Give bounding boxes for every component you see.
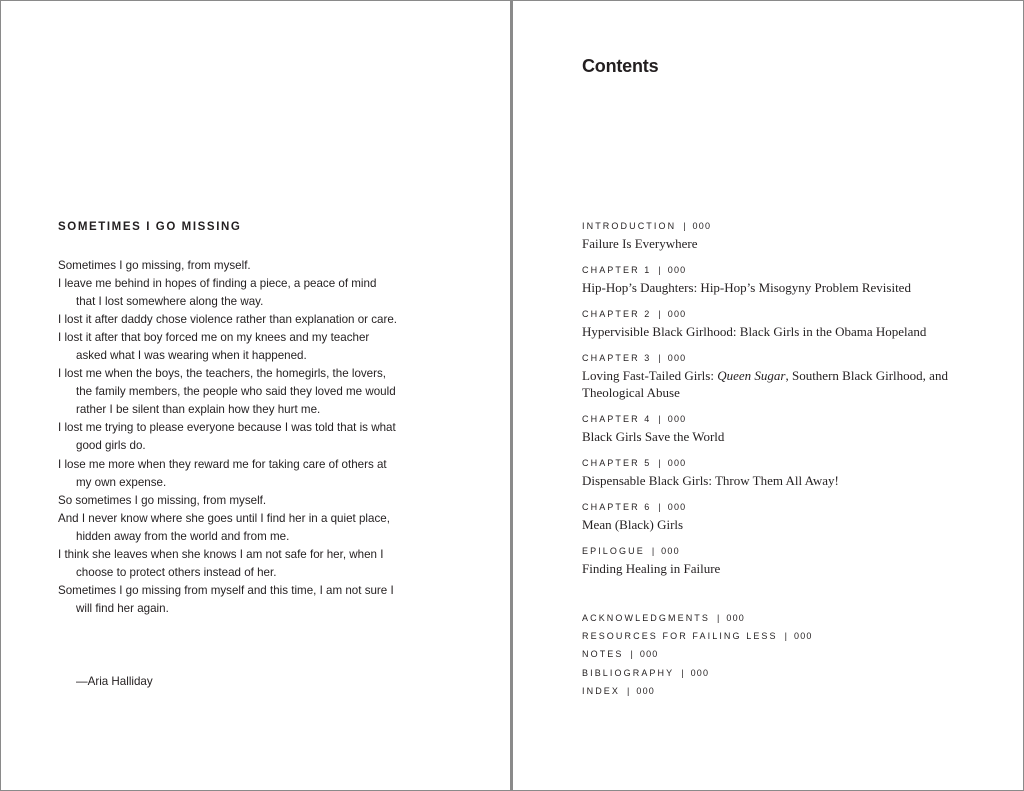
toc-entry-index[interactable]: INDEX | 000 — [582, 685, 655, 696]
toc-entry-label: CHAPTER 5 | 000 — [582, 458, 687, 468]
toc-entry-bibliography[interactable]: BIBLIOGRAPHY | 000 — [582, 667, 710, 678]
toc-entry-acknowledgments[interactable]: ACKNOWLEDGMENTS | 000 — [582, 613, 745, 623]
toc-entry-label: CHAPTER 3 | 000 — [582, 353, 687, 363]
poem-line: And I never know where she goes until I find her in a quiet place, hidden away from the world and from me. — [58, 511, 390, 543]
toc-entry-notes[interactable]: NOTES | 000 — [582, 649, 659, 660]
toc-entry-introduction[interactable] — [582, 219, 1002, 252]
poem-line: I leave me behind in hopes of finding a piece, a peace of mind that I lost somewhere along the way. — [58, 277, 377, 309]
poem-line: Sometimes I go missing from myself and this time, I am not sure I will find her again. — [58, 583, 394, 615]
poem-attribution: —Aria Halliday — [76, 675, 153, 688]
toc-title-italic: Queen Sugar — [717, 368, 786, 383]
toc-entry-chapter-5[interactable] — [582, 456, 1002, 489]
poem-line: I lost it after that boy forced me on my knees and my teacher asked what I was wearing when it happened. — [58, 331, 370, 363]
back-matter-list — [582, 609, 813, 700]
left-page — [0, 0, 510, 791]
toc-entry-chapter-6[interactable] — [582, 500, 1002, 533]
toc-entry-label: CHAPTER 1 | 000 — [582, 265, 687, 275]
toc-entry-title: Hip-Hop’s Daughters: Hip-Hop’s Misogyny Problem Revisited — [582, 280, 911, 295]
toc-entry-label: CHAPTER 2 | 000 — [582, 309, 687, 319]
toc-entry-label: INTRODUCTION | 000 — [582, 221, 712, 231]
toc-entry-title: Finding Healing in Failure — [582, 561, 721, 576]
poem-line: I lost me trying to please everyone because I was told that is what good girls do. — [58, 421, 396, 453]
right-page — [513, 0, 1024, 791]
toc-entry-chapter-3[interactable] — [582, 351, 1002, 401]
toc-entry-label: CHAPTER 4 | 000 — [582, 414, 687, 424]
poem-line: I lost it after daddy chose violence rather than explanation or care. — [58, 313, 397, 327]
poem-body — [58, 257, 398, 618]
toc-entry-title: Dispensable Black Girls: Throw Them All Away! — [582, 473, 839, 488]
toc-entry-label: EPILOGUE | 000 — [582, 546, 680, 556]
contents-heading: Contents — [582, 56, 659, 76]
poem-title: SOMETIMES I GO MISSING — [58, 221, 242, 233]
poem-line: I think she leaves when she knows I am not safe for her, when I choose to protect others instead of her. — [58, 547, 384, 579]
toc-entry-resources[interactable]: RESOURCES FOR FAILING LESS | 000 — [582, 631, 813, 642]
toc-entry-title: Black Girls Save the World — [582, 429, 725, 444]
poem-line: So sometimes I go missing, from myself. — [58, 493, 267, 507]
poem-line: I lost me when the boys, the teachers, the homegirls, the lovers, the family members, the people who said they loved me would rather I be silent than explain how they hurt me. — [58, 367, 396, 417]
toc-entry-title: Failure Is Everywhere — [582, 236, 698, 251]
toc-entry-label: CHAPTER 6 | 000 — [582, 502, 687, 512]
toc-entry-chapter-1[interactable] — [582, 263, 1002, 296]
poem-line: Sometimes I go missing, from myself. — [58, 259, 251, 272]
toc-entry-title: Hypervisible Black Girlhood: Black Girls in the Obama Hopeland — [582, 324, 927, 339]
table-of-contents — [582, 219, 1002, 588]
toc-entry-chapter-2[interactable] — [582, 307, 1002, 340]
toc-entry-title: Loving Fast-Tailed Girls: Queen Sugar, Southern Black Girlhood, and Theological Abuse — [582, 368, 948, 400]
poem-line: I lose me more when they reward me for taking care of others at my own expense. — [58, 457, 387, 489]
toc-entry-epilogue[interactable] — [582, 544, 1002, 577]
toc-entry-chapter-4[interactable] — [582, 412, 1002, 445]
toc-entry-title: Mean (Black) Girls — [582, 517, 684, 532]
